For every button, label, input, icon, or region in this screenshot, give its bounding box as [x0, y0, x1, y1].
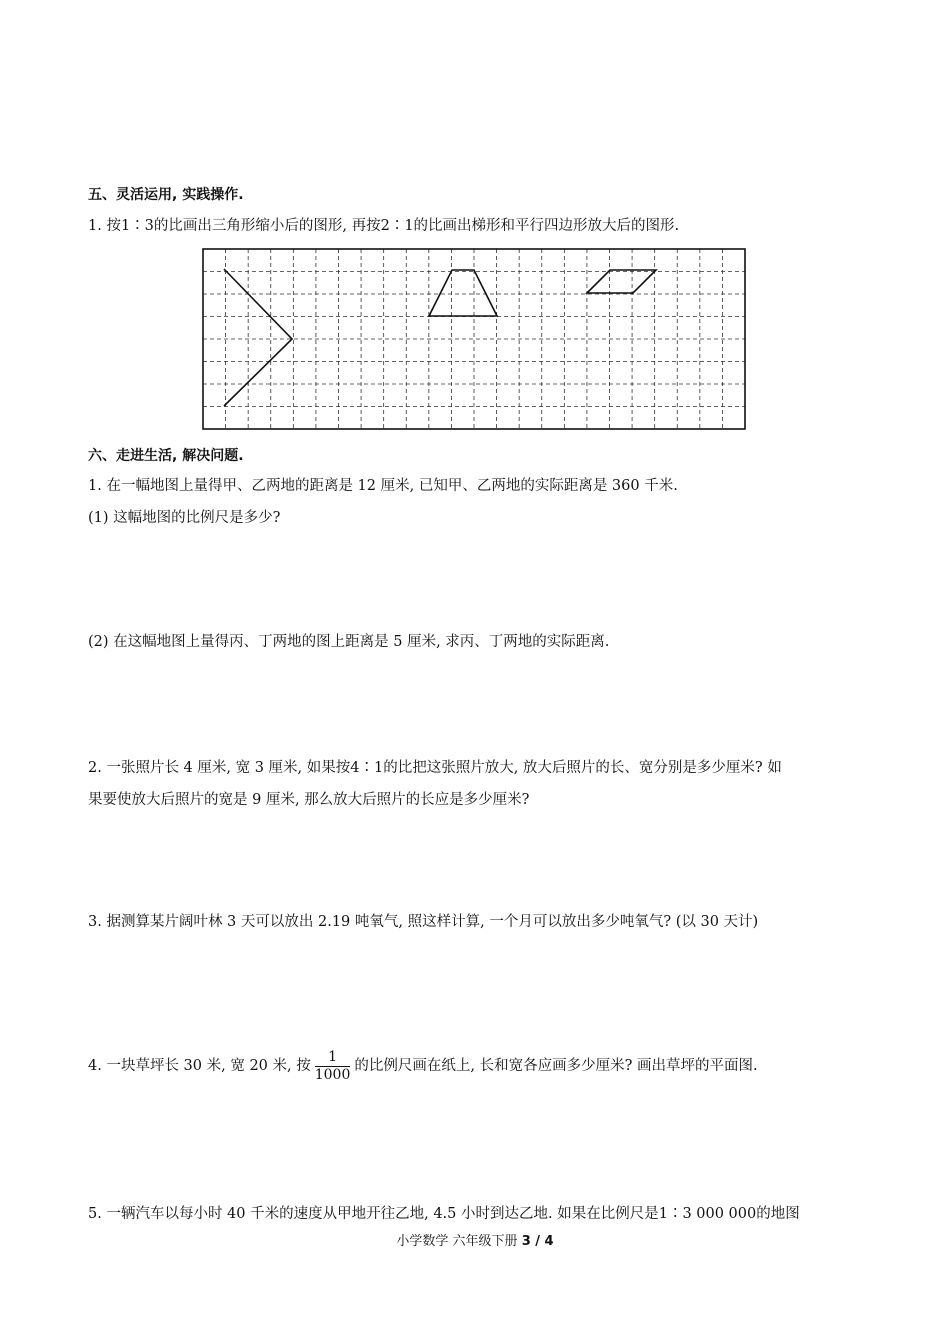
page-number: 3 / 4: [521, 1234, 554, 1249]
question-5: 5. 一辆汽车以每小时 40 千米的速度从甲地开往乙地, 4.5 小时到达乙地. 如果在比例尺是1∶3 000 000的地图: [88, 1206, 800, 1222]
page-footer: [0, 1230, 950, 1249]
question-4: [88, 1046, 758, 1086]
trapezoid-shape: [429, 270, 497, 316]
section5-heading: 五、灵活运用, 实践操作.: [88, 187, 244, 203]
section5-question-1: 1. 按1∶3的比画出三角形缩小后的图形, 再按2∶1的比画出梯形和平行四边形放大后的图形.: [88, 218, 680, 234]
question-3: 3. 据测算某片阔叶林 3 天可以放出 2.19 吨氧气, 照这样计算, 一个月可以放出多少吨氧气? (以 30 天计): [88, 914, 759, 930]
fraction-denominator: 1000: [314, 1066, 351, 1083]
fraction-numerator: 1: [315, 1049, 351, 1067]
question-2-line-2: 果要使放大后照片的宽是 9 厘米, 那么放大后照片的长应是多少厘米?: [88, 792, 530, 808]
section6-heading: 六、走进生活, 解决问题.: [88, 448, 244, 464]
parallelogram-shape: [587, 270, 656, 293]
question-4-text-after: 的比例尺画在纸上, 长和宽各应画多少厘米? 画出草坪的平面图.: [354, 1058, 758, 1074]
grid-border: [203, 249, 745, 429]
triangle-shape: [224, 269, 292, 406]
question-4-text-before: 4. 一块草坪长 30 米, 宽 20 米, 按: [88, 1058, 311, 1074]
section6-question-1: 1. 在一幅地图上量得甲、乙两地的距离是 12 厘米, 已知甲、乙两地的实际距离是 360 千米.: [88, 478, 678, 494]
scale-fraction: [315, 1049, 351, 1084]
question-1-part-2: (2) 在这幅地图上量得丙、丁两地的图上距离是 5 厘米, 求丙、丁两地的实际距离.: [88, 634, 610, 650]
grid-lines: [203, 249, 745, 429]
drawing-grid: [200, 246, 748, 432]
question-2-line-1: 2. 一张照片长 4 厘米, 宽 3 厘米, 如果按4∶1的比把这张照片放大, 放大后照片的长、宽分别是多少厘米? 如: [88, 760, 782, 776]
question-1-part-1: (1) 这幅地图的比例尺是多少?: [88, 510, 281, 526]
footer-subject: 小学数学 六年级下册: [396, 1234, 518, 1249]
